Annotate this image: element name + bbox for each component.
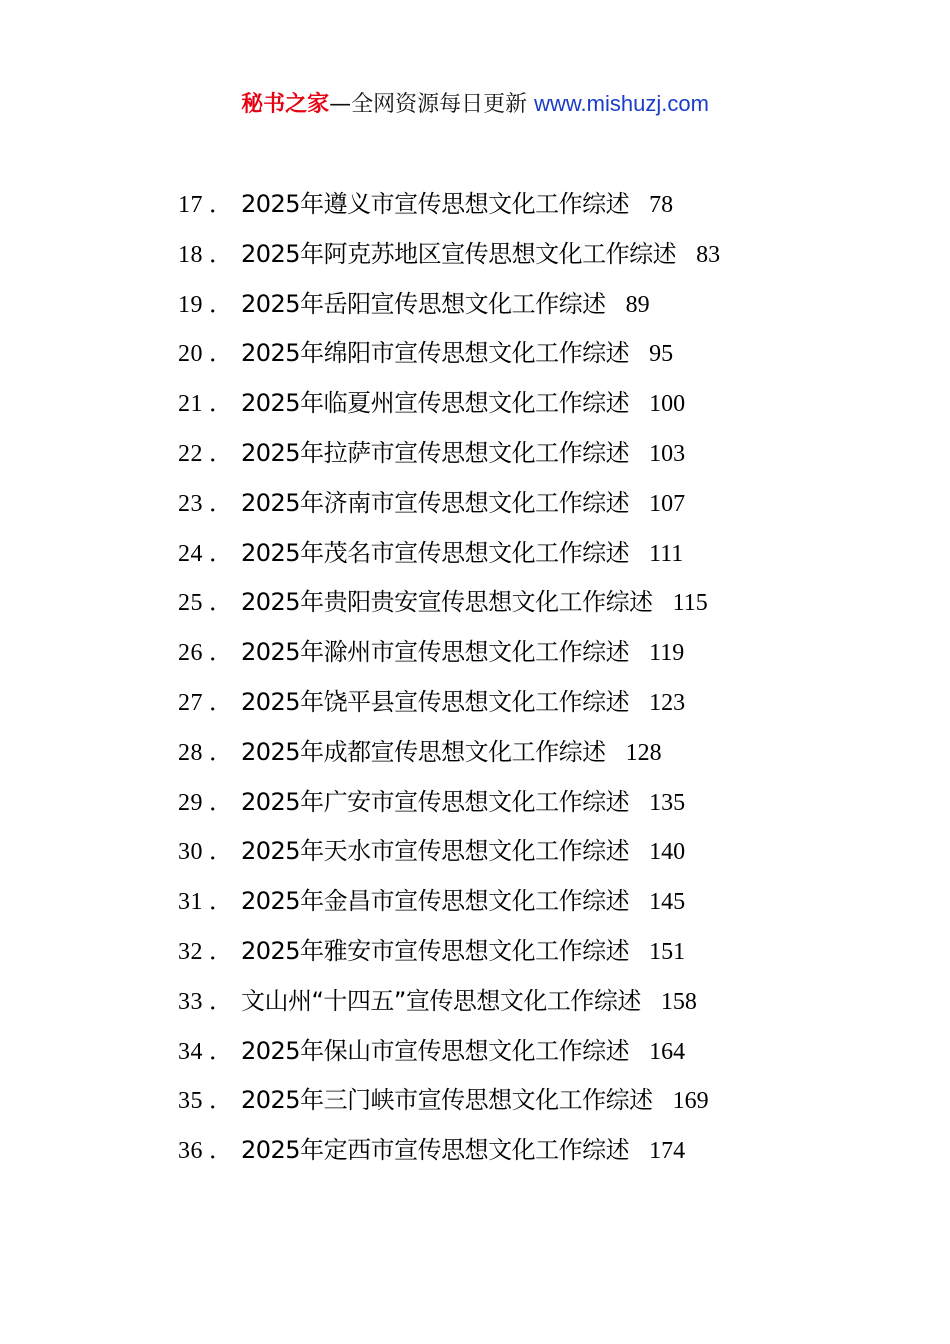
toc-entry-number: 21 bbox=[178, 391, 203, 418]
toc-entry[interactable] bbox=[178, 833, 818, 883]
toc-entry-page-number: 145 bbox=[649, 889, 686, 916]
toc-entry-page-number: 169 bbox=[672, 1088, 709, 1115]
toc-entry[interactable] bbox=[178, 734, 818, 784]
toc-entry[interactable] bbox=[178, 883, 818, 933]
site-header bbox=[0, 86, 950, 123]
toc-entry-separator: ． bbox=[209, 540, 233, 567]
toc-entry-separator: ． bbox=[209, 440, 233, 467]
toc-entry-number: 30 bbox=[178, 839, 203, 866]
toc-entry-page-number: 95 bbox=[649, 341, 674, 368]
toc-entry-number: 31 bbox=[178, 889, 203, 916]
toc-entry[interactable] bbox=[178, 286, 818, 336]
toc-entry-separator: ． bbox=[209, 839, 233, 866]
toc-entry-number: 23 bbox=[178, 490, 203, 517]
toc-entry[interactable] bbox=[178, 535, 818, 585]
toc-entry-title: 文山州“十四五”宣传思想文化工作综述 bbox=[241, 986, 641, 1015]
toc-entry-title: 2025年临夏州宣传思想文化工作综述 bbox=[241, 389, 630, 418]
toc-entry[interactable] bbox=[178, 684, 818, 734]
toc-entry-title: 2025年饶平县宣传思想文化工作综述 bbox=[241, 687, 630, 716]
toc-entry-separator: ． bbox=[209, 689, 233, 716]
toc-entry-separator: ． bbox=[209, 640, 233, 667]
toc-entry-page-number: 135 bbox=[649, 789, 686, 816]
toc-entry-separator: ． bbox=[209, 1088, 233, 1115]
toc-entry[interactable] bbox=[178, 186, 818, 236]
toc-entry-page-number: 151 bbox=[649, 938, 686, 965]
toc-entry-title: 2025年成都宣传思想文化工作综述 bbox=[241, 737, 606, 766]
toc-entry-separator: ． bbox=[209, 241, 233, 268]
site-url-link[interactable]: www.mishuzj.com bbox=[534, 91, 709, 116]
toc-entry-number: 27 bbox=[178, 689, 203, 716]
toc-entry-number: 28 bbox=[178, 739, 203, 766]
toc-entry-number: 35 bbox=[178, 1088, 203, 1115]
toc-entry-page-number: 103 bbox=[649, 440, 686, 467]
toc-entry-separator: ． bbox=[209, 490, 233, 517]
toc-entry-title: 2025年茂名市宣传思想文化工作综述 bbox=[241, 538, 630, 567]
toc-entry-page-number: 83 bbox=[696, 241, 721, 268]
toc-entry-title: 2025年遵义市宣传思想文化工作综述 bbox=[241, 190, 630, 218]
toc-entry-number: 29 bbox=[178, 789, 203, 816]
toc-entry-page-number: 128 bbox=[625, 739, 662, 766]
toc-entry[interactable] bbox=[178, 1132, 818, 1182]
toc-entry-separator: ． bbox=[209, 1138, 233, 1165]
toc-entry-separator: ． bbox=[209, 988, 233, 1015]
toc-entry-page-number: 115 bbox=[672, 590, 708, 617]
toc-entry-separator: ． bbox=[209, 192, 233, 218]
toc-entry[interactable] bbox=[178, 385, 818, 435]
toc-entry-separator: ． bbox=[209, 341, 233, 368]
toc-entry[interactable] bbox=[178, 435, 818, 485]
toc-entry-separator: ． bbox=[209, 391, 233, 418]
toc-entry-separator: ． bbox=[209, 889, 233, 916]
toc-entry-title: 2025年金昌市宣传思想文化工作综述 bbox=[241, 887, 630, 916]
toc-entry-number: 34 bbox=[178, 1038, 203, 1065]
toc-entry[interactable] bbox=[178, 933, 818, 983]
toc-entry-number: 26 bbox=[178, 640, 203, 667]
toc-entry[interactable] bbox=[178, 1033, 818, 1083]
toc-entry-page-number: 164 bbox=[649, 1038, 686, 1065]
toc-entry-page-number: 123 bbox=[649, 689, 686, 716]
toc-entry-separator: ． bbox=[209, 789, 233, 816]
toc-entry-page-number: 140 bbox=[649, 839, 686, 866]
toc-entry-title: 2025年阿克苏地区宣传思想文化工作综述 bbox=[241, 239, 677, 268]
toc-entry-number: 18 bbox=[178, 241, 203, 268]
toc-entry-number: 17 bbox=[178, 192, 203, 218]
toc-entry-page-number: 107 bbox=[649, 490, 686, 517]
toc-entry-title: 2025年贵阳贵安宣传思想文化工作综述 bbox=[241, 588, 653, 617]
toc-entry-title: 2025年济南市宣传思想文化工作综述 bbox=[241, 488, 630, 517]
toc-entry-separator: ． bbox=[209, 739, 233, 766]
toc-entry-page-number: 119 bbox=[649, 640, 685, 667]
toc-entry-number: 32 bbox=[178, 938, 203, 965]
toc-entry-title: 2025年拉萨市宣传思想文化工作综述 bbox=[241, 438, 630, 467]
toc-entry-separator: ． bbox=[209, 1038, 233, 1065]
toc-entry-number: 33 bbox=[178, 988, 203, 1015]
toc-entry[interactable] bbox=[178, 485, 818, 535]
toc-entry-title: 2025年三门峡市宣传思想文化工作综述 bbox=[241, 1086, 653, 1115]
toc-entry-title: 2025年绵阳市宣传思想文化工作综述 bbox=[241, 339, 630, 368]
toc-entry[interactable] bbox=[178, 784, 818, 834]
toc-entry[interactable] bbox=[178, 983, 818, 1033]
toc-entry-page-number: 174 bbox=[649, 1138, 686, 1165]
toc-entry-page-number: 111 bbox=[649, 540, 684, 567]
toc-entry[interactable] bbox=[178, 335, 818, 385]
toc-entry-page-number: 78 bbox=[649, 192, 674, 218]
toc-entry-title: 2025年定西市宣传思想文化工作综述 bbox=[241, 1136, 630, 1165]
toc-entry[interactable] bbox=[178, 634, 818, 684]
table-of-contents bbox=[178, 186, 818, 1182]
toc-entry-page-number: 100 bbox=[649, 391, 686, 418]
toc-entry-title: 2025年天水市宣传思想文化工作综述 bbox=[241, 837, 630, 866]
toc-entry-title: 2025年雅安市宣传思想文化工作综述 bbox=[241, 936, 630, 965]
toc-entry-page-number: 158 bbox=[660, 988, 697, 1015]
toc-entry-number: 20 bbox=[178, 341, 203, 368]
toc-entry-number: 19 bbox=[178, 291, 203, 318]
toc-entry-separator: ． bbox=[209, 938, 233, 965]
toc-entry-number: 36 bbox=[178, 1138, 203, 1165]
toc-entry-title: 2025年保山市宣传思想文化工作综述 bbox=[241, 1036, 630, 1065]
toc-entry-title: 2025年滁州市宣传思想文化工作综述 bbox=[241, 638, 630, 667]
toc-entry-separator: ． bbox=[209, 590, 233, 617]
toc-entry-page-number: 89 bbox=[625, 291, 650, 318]
toc-entry[interactable] bbox=[178, 584, 818, 634]
toc-entry-number: 24 bbox=[178, 540, 203, 567]
toc-entry[interactable] bbox=[178, 236, 818, 286]
toc-entry-separator: ． bbox=[209, 291, 233, 318]
toc-entry-number: 25 bbox=[178, 590, 203, 617]
header-tagline: —全网资源每日更新 bbox=[329, 92, 535, 117]
toc-entry[interactable] bbox=[178, 1082, 818, 1132]
toc-entry-title: 2025年岳阳宣传思想文化工作综述 bbox=[241, 289, 606, 318]
toc-entry-title: 2025年广安市宣传思想文化工作综述 bbox=[241, 787, 630, 816]
toc-entry-number: 22 bbox=[178, 440, 203, 467]
brand-name: 秘书之家 bbox=[241, 92, 330, 117]
